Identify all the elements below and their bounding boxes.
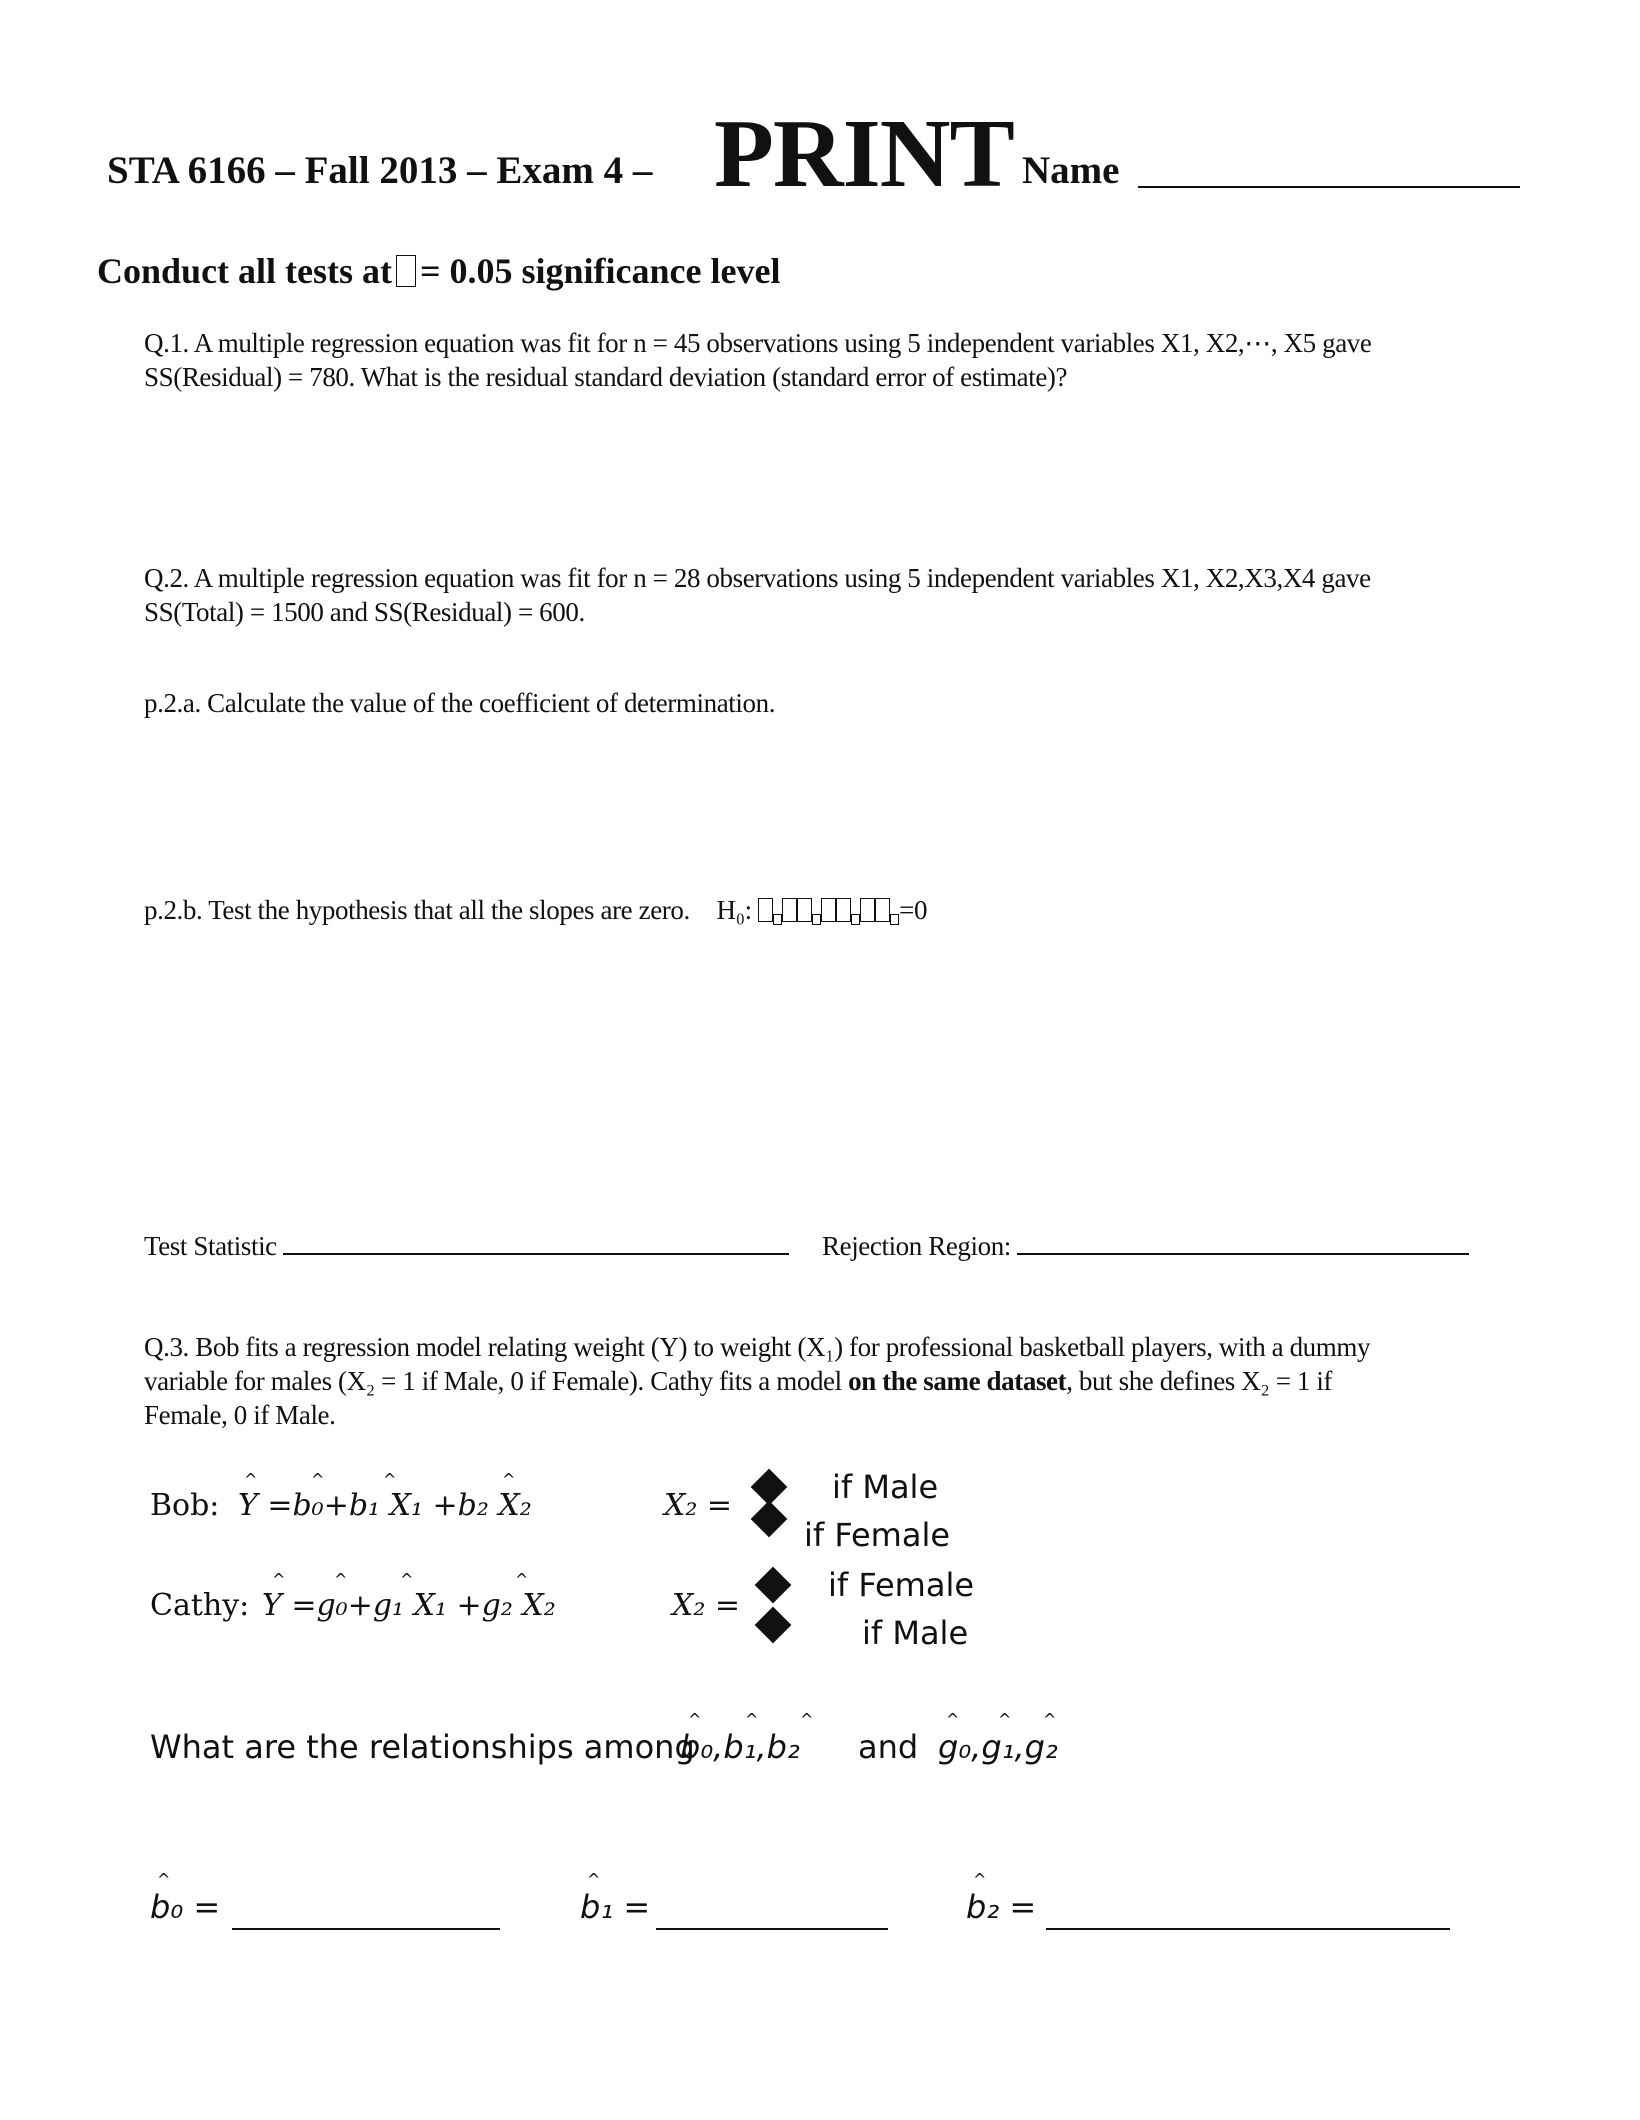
brace-glyph-icon: [755, 1567, 792, 1604]
cathy-label: Cathy:: [150, 1588, 250, 1623]
hat-icon: ^: [311, 1470, 325, 1489]
hat-icon: ^: [946, 1710, 960, 1729]
test-statistic-label: Test Statistic: [144, 1231, 277, 1261]
cathy-case-female: if Female: [828, 1566, 975, 1604]
bob-label: Bob:: [150, 1488, 220, 1523]
rejection-region-row: [822, 1229, 1469, 1263]
exam-title: STA 6166 – Fall 2013 – Exam 4 –: [107, 149, 653, 192]
hat-icon: ^: [272, 1570, 286, 1589]
h0-tail: =0: [899, 895, 928, 925]
hat-icon: ^: [157, 1870, 171, 1889]
brace-glyph-icon: [755, 1607, 792, 1644]
q3-line2: variable for males (X₂ = 1 if Male, 0 if Female). Cathy fits a model on the same dataset, but she defines X₂ = 1 if: [144, 1366, 1333, 1396]
hat-icon: ^: [973, 1870, 987, 1889]
name-field-line[interactable]: [1138, 186, 1520, 188]
hat-icon: ^: [745, 1710, 759, 1729]
hat-icon: ^: [688, 1710, 702, 1729]
q3-emphasis: on the same dataset: [848, 1366, 1067, 1396]
cathy-x2: X₂ =: [672, 1588, 741, 1623]
h0-label: H₀:: [716, 895, 752, 925]
bob-equation: Y =b₀+b₁ X₁ +b₂ X₂: [238, 1488, 532, 1523]
cathy-case-male: if Male: [862, 1614, 969, 1652]
answer-b2-blank[interactable]: [1046, 1928, 1450, 1930]
bob-case-female: if Female: [804, 1516, 951, 1554]
answer-b1-label: b₁ =: [580, 1888, 651, 1926]
hat-icon: ^: [800, 1710, 814, 1729]
q1-line2: SS(Residual) = 780. What is the residual standard deviation (standard error of estimate)?: [144, 362, 1068, 392]
instructions-suffix: = 0.05 significance level: [420, 251, 781, 291]
q2-part-b: [144, 893, 927, 927]
q1-text: [144, 326, 1372, 394]
hat-icon: ^: [502, 1470, 516, 1489]
brace-glyph-icon: [751, 1501, 788, 1538]
h0-missing-glyphs-icon: [758, 895, 899, 925]
relation-b-terms: b₀,b₁,b₂: [680, 1728, 800, 1766]
bob-x2: X₂ =: [664, 1488, 733, 1523]
answer-b2-label: b₂ =: [966, 1888, 1037, 1926]
q3-line3: Female, 0 if Male.: [144, 1400, 336, 1430]
answer-b0-blank[interactable]: [232, 1928, 500, 1930]
instructions-prefix: Conduct all tests at: [97, 251, 392, 291]
q2-line2: SS(Total) = 1500 and SS(Residual) = 600.: [144, 597, 585, 627]
q3-text: [144, 1330, 1370, 1432]
test-statistic-blank[interactable]: [283, 1253, 789, 1255]
bob-case-male: if Male: [832, 1468, 939, 1506]
answer-b0-label: b₀ =: [150, 1888, 221, 1926]
rejection-region-label: Rejection Region:: [822, 1231, 1011, 1261]
hat-icon: ^: [515, 1570, 529, 1589]
hat-icon: ^: [400, 1570, 414, 1589]
q2-part-b-text: p.2.b. Test the hypothesis that all the slopes are zero.: [144, 895, 690, 925]
test-statistic-row: [144, 1229, 789, 1263]
hat-icon: ^: [587, 1870, 601, 1889]
rejection-region-blank[interactable]: [1017, 1253, 1469, 1255]
print-heading: PRINT: [714, 100, 1014, 208]
q1-line1: Q.1. A multiple regression equation was fit for n = 45 observations using 5 independent variables X1, X2,⋯, X5 gave: [144, 328, 1372, 358]
q3-line1: Q.3. Bob fits a regression model relating weight (Y) to weight (X₁) for professional basketball players, with a dummy: [144, 1332, 1371, 1362]
hat-icon: ^: [1043, 1710, 1057, 1729]
missing-alpha-glyph-icon: [396, 255, 416, 287]
relation-g-terms: g₀,g₁,g₂: [938, 1728, 1058, 1766]
hat-icon: ^: [334, 1570, 348, 1589]
answer-b1-blank[interactable]: [656, 1928, 888, 1930]
relation-question: What are the relationships among: [150, 1728, 695, 1766]
cathy-equation: Y =g₀+g₁ X₁ +g₂ X₂: [262, 1588, 556, 1623]
name-label: Name: [1022, 149, 1120, 192]
relation-and: and: [858, 1728, 919, 1766]
hat-icon: ^: [998, 1710, 1012, 1729]
q2-part-a: p.2.a. Calculate the value of the coefficient of determination.: [144, 688, 776, 718]
hat-icon: ^: [383, 1470, 397, 1489]
instructions: [97, 250, 780, 292]
q2-line1: Q.2. A multiple regression equation was fit for n = 28 observations using 5 independent variables X1, X2,X3,X4 gave: [144, 563, 1371, 593]
q2-text: [144, 561, 1371, 629]
hat-icon: ^: [244, 1470, 258, 1489]
